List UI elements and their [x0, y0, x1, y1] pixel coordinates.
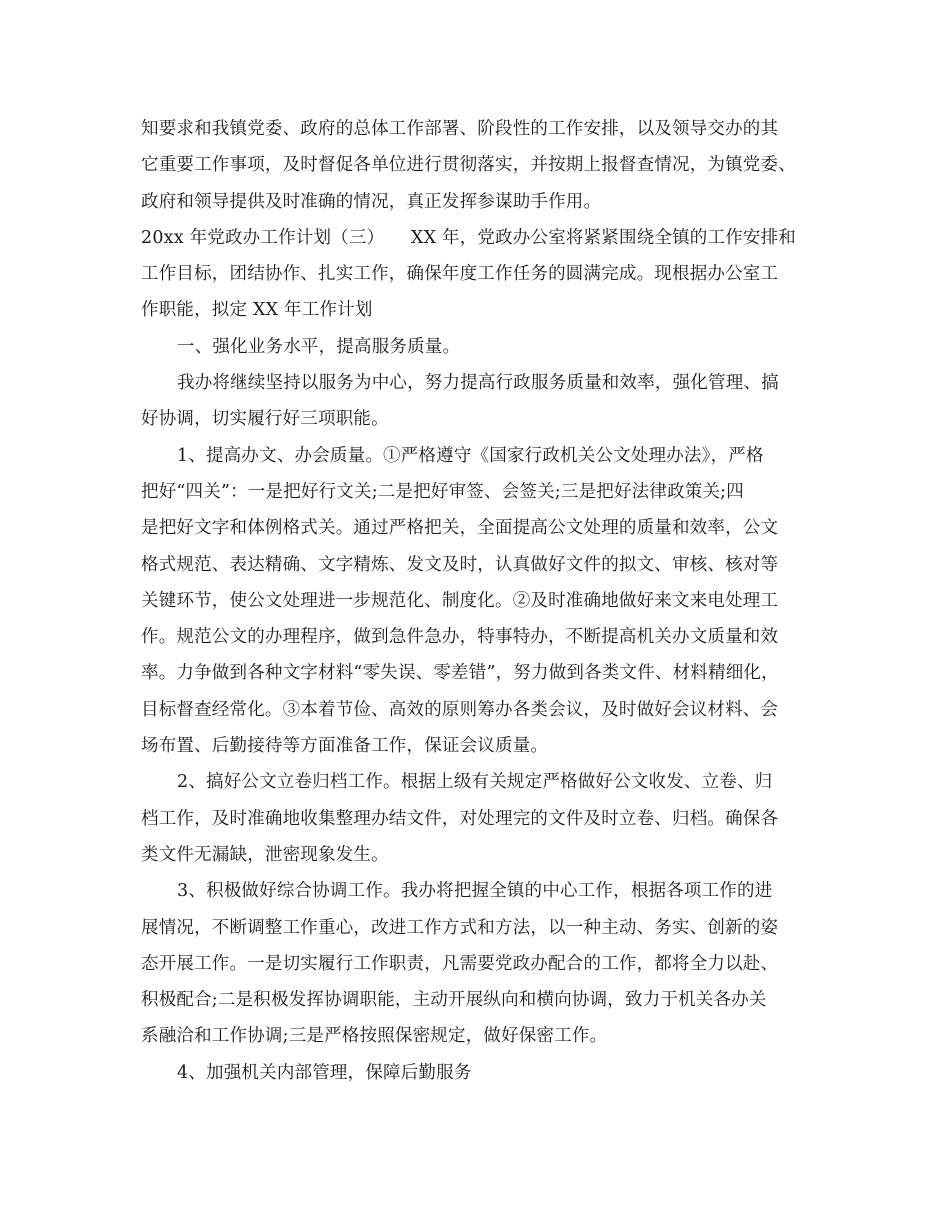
- text-line: 作职能，拟定 XX 年工作计划: [141, 300, 373, 321]
- text-line: 政府和领导提供及时准确的情况，真正发挥参谋助手作用。: [141, 191, 602, 212]
- text-line: 4、加强机关内部管理，保障后勤服务: [177, 1062, 472, 1083]
- section-title-line: 20xx 年党政办工作计划（三） XX 年，党政办公室将紧紧围绕全镇的工作安排和: [141, 227, 796, 248]
- text-line: 2、搞好公文立卷归档工作。根据上级有关规定严格做好公文收发、立卷、归: [177, 772, 773, 793]
- text-line: 1、提高办文、办会质量。①严格遵守《国家行政机关公文处理办法》，严格: [177, 445, 764, 466]
- text-line: 作。规范公文的办理程序，做到急件急办，特事特办，不断提高机关办文质量和效: [141, 627, 779, 648]
- text-line: 好协调，切实履行好三项职能。: [141, 409, 389, 430]
- text-line: 知要求和我镇党委、政府的总体工作部署、阶段性的工作安排，以及领导交办的其: [141, 119, 779, 139]
- text-line: 是把好文字和体例格式关。通过严格把关，全面提高公文处理的质量和效率，公文: [141, 518, 779, 539]
- text-line: 它重要工作事项，及时督促各单位进行贯彻落实，并按期上报督查情况，为镇党委、: [141, 155, 796, 176]
- text-line: 格式规范、表达精确、文字精炼、发文及时，认真做好文件的拟文、审核、核对等: [141, 554, 779, 575]
- text-line: 3、积极做好综合协调工作。我办将把握全镇的中心工作，根据各项工作的进: [177, 881, 773, 902]
- text-line: 类文件无漏缺，泄密现象发生。: [141, 844, 389, 865]
- text-line: 档工作，及时准确地收集整理办结文件，对处理完的文件及时立卷、归档。确保各: [141, 808, 779, 829]
- text-line: 率。力争做到各种文字材料“零失误、零差错”，努力做到各类文件、材料精细化，: [141, 663, 779, 684]
- text-line: 态开展工作。一是切实履行工作职责，凡需要党政办配合的工作，都将全力以赴、: [141, 953, 779, 974]
- text-line: 场布置、后勤接待等方面准备工作，保证会议质量。: [141, 736, 549, 757]
- text-line: 积极配合;二是积极发挥协调职能，主动开展纵向和横向协调，致力于机关各办关: [141, 990, 767, 1011]
- text-line: 展情况，不断调整工作重心，改进工作方式和方法，以一种主动、务实、创新的姿: [141, 917, 779, 938]
- text-line: 把好“四关”：一是把好行文关;二是把好审签、会签关;三是把好法律政策关;四: [141, 481, 744, 502]
- text-line: 目标督查经常化。③本着节俭、高效的原则筹办各类会议，及时做好会议材料、会: [141, 699, 779, 720]
- heading-line: 一、强化业务水平，提高服务质量。: [177, 336, 461, 357]
- document-body: [141, 111, 821, 1091]
- text-line: 关键环节，使公文处理进一步规范化、制度化。②及时准确地做好来文来电处理工: [141, 590, 779, 611]
- text-line: 我办将继续坚持以服务为中心，努力提高行政服务质量和效率，强化管理、搞: [177, 373, 779, 394]
- text-line: 工作目标，团结协作、扎实工作，确保年度工作任务的圆满完成。现根据办公室工: [141, 264, 779, 285]
- text-line: 系融洽和工作协调;三是严格按照保密规定，做好保密工作。: [141, 1026, 608, 1047]
